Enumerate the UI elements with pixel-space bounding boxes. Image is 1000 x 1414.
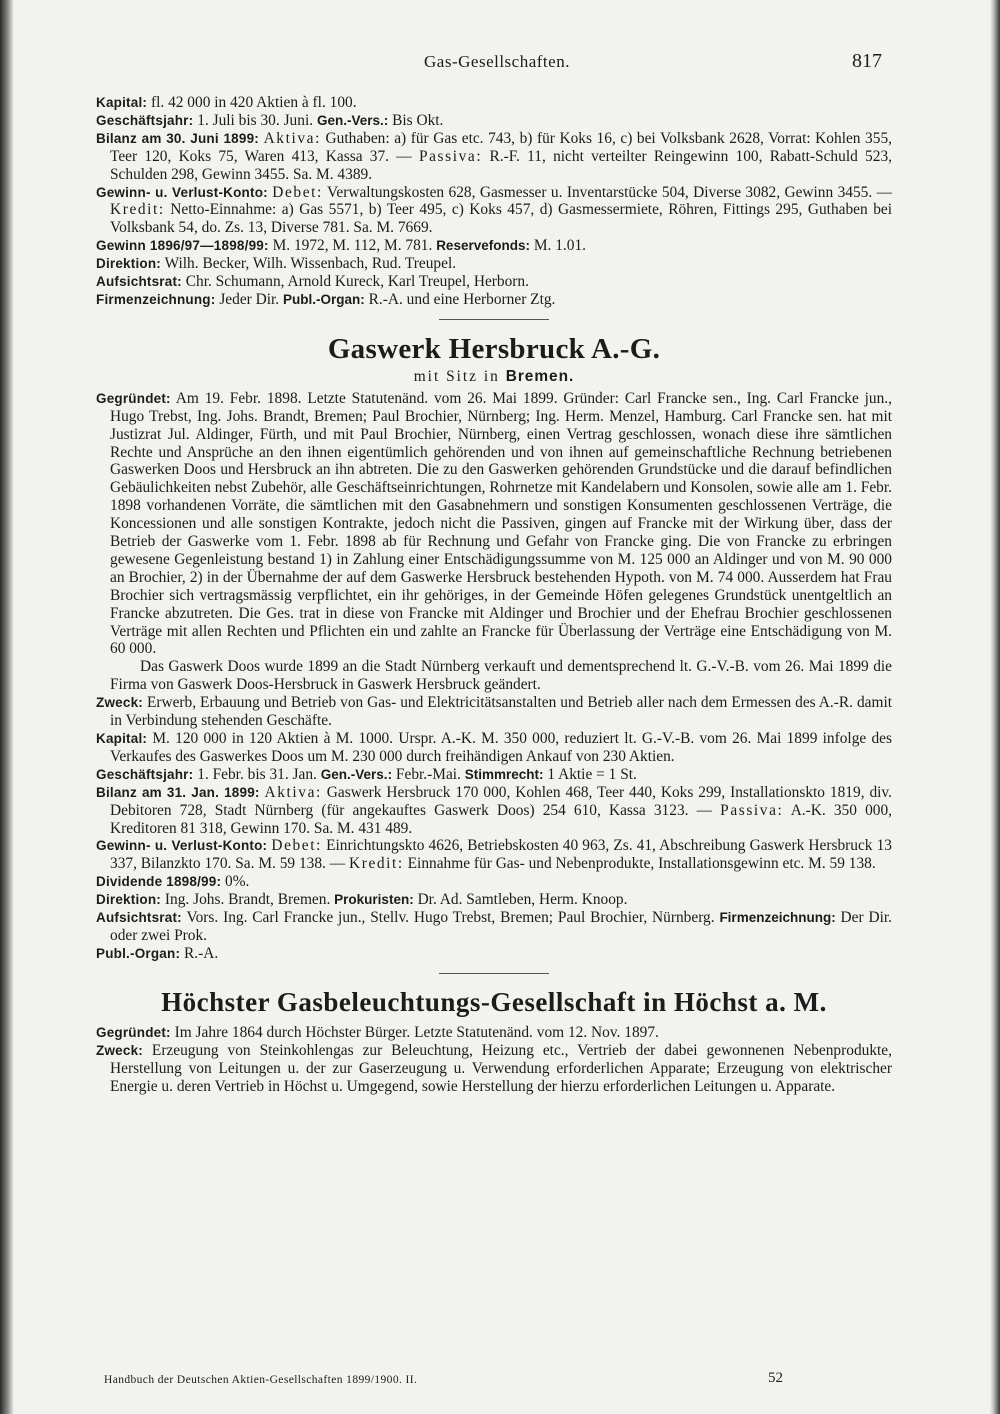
section-previous-company <box>96 94 892 309</box>
entry-balance: Bilanz am 31. Jan. 1899: Aktiva: Gaswerk Hersbruck 170 000, Kohlen 468, Teer 440, Koks 299, Installationskto 1819, div. Debitoren 728, Stadt Nürnberg (für angekauftes Gaswerk Doos) 254 610, Kassa 3123. — Passiva: A.-K. 350 000, Kreditoren 81 318, Gewinn 170. Sa. M. 431 489. <box>96 783 893 837</box>
entry-profit-history: Gewinn 1896/97—1898/99: M. 1972, M. 112, M. 781. Reservefonds: M. 1.01. <box>96 237 587 255</box>
running-title: Gas-Gesellschaften. <box>424 52 570 71</box>
section-divider <box>439 973 549 974</box>
footer-source: Handbuch der Deutschen Aktien-Gesellschaften 1899/1900. II. <box>104 1374 418 1386</box>
entry-organ: Publ.-Organ: R.-A. <box>96 944 219 962</box>
entry-founded-continuation: Das Gaswerk Doos wurde 1899 an die Stadt Nürnberg verkauft und dementsprechend lt. G.-V.-B. vom 26. Mai 1899 die Firma von Gaswerk Doos-Hersbruck in Gaswerk Hersbruck geändert. <box>110 658 892 694</box>
entry-founded: Gegründet: Im Jahre 1864 durch Höchster Bürger. Letzte Statutenänd. vom 12. Nov. 1897. <box>96 1023 659 1041</box>
entry-supervisory-board: Aufsichtsrat: Vors. Ing. Carl Francke jun., Stellv. Hugo Trebst, Bremen; Paul Brochier, Nürnberg. Firmenzeichnung: Der Dir. oder zwei Prok. <box>96 909 892 944</box>
entry-profit-loss: Gewinn- u. Verlust-Konto: Debet: Verwaltungskosten 628, Gasmesser u. Inventarstücke 504, Diverse 3082, Gewinn 3455. — Kredit: Netto-Einnahme: a) Gas 5571, b) Teer 495, c) Koks 457, d) Gasmessermiete, Röhren, Fittings 295, Guthaben bei Volksbank 54, do. Zs. 13, Diverse 781. Sa. M. 7669. <box>96 183 892 237</box>
entry-profit-loss: Gewinn- u. Verlust-Konto: Debet: Einrichtungskto 4626, Betriebskosten 40 963, Zs. 41, Abschreibung Gaswerk Hersbruck 13 337, Bilanzkto 170. Sa. M. 59 138. — Kredit: Einnahme für Gas- und Nebenprodukte, Installationsgewinn etc. M. 59 138. <box>96 837 892 873</box>
entry-fiscal-year: Geschäftsjahr: 1. Febr. bis 31. Jan. Gen.-Vers.: Febr.-Mai. Stimmrecht: 1 Aktie = 1 St. <box>96 765 637 783</box>
company-seat: mit Sitz in Bremen. <box>413 367 575 385</box>
footer-signature-number: 52 <box>768 1370 783 1386</box>
entry-capital: Kapital: M. 120 000 in 120 Aktien à M. 1000. Urspr. A.-K. M. 350 000, reduziert lt. G.-V.-B. vom 26. Mai 1899 infolge des Verkaufes des Gaswerkes Doos um M. 230 000 durch freihändigen Ankauf von 230 Aktien. <box>96 730 892 765</box>
entry-capital: Kapital: fl. 42 000 in 420 Aktien à fl. 100. <box>96 94 357 111</box>
section-gaswerk-hersbruck <box>96 332 892 963</box>
scan-right-edge <box>990 0 1000 1414</box>
entry-direction: Direktion: Ing. Johs. Brandt, Bremen. Prokuristen: Dr. Ad. Samtleben, Herm. Knoop. <box>96 891 628 909</box>
scan-left-edge <box>0 0 14 1414</box>
entry-founded: Gegründet: Am 19. Febr. 1898. Letzte Statutenänd. vom 26. Mai 1899. Gründer: Carl Francke sen., Ing. Carl Francke jun., Hugo Trebst, Ing. Johs. Brandt, Bremen; Paul Brochier, Nürnberg; Ing. Herm. Menzel, Hamburg. Carl Francke sen. hat mit Justizrat Jul. Aldinger, Fürth, und mit Paul Brochier, Nürnberg, einen Vertrag geschlossen, wonach diese ihre sämtlichen Rechte und Ansprüche an den ihnen eigentümlich gehörenden und von ihnen auf gemeinschaftliche Rechnung betriebenen Gaswerken Doos und Hersbruck an ihn abtreten. Die zu den Gaswerken gehörenden Grundstücke und die darauf befindlichen Gebäulichkeiten nebst Zubehör, alle Geschäftseinrichtungen, Rohrnetze mit Kandelabern und Konsolen, sowie alle am 1. Febr. 1898 vorhandenen Vorräte, die sämtlichen mit den Gasabnehmern und sonstigen Konsumenten geschlossenen Verträge, die Koncessionen und alle sonstigen Kontrakte, jedoch nicht die Passiven, gingen auf Francke mit der Wirkung über, dass der Betrieb der Gaswerke vom 1. Febr. 1898 ab für Rechnung und Gefahr von Francke ging. Die von Francke zu erbringen gewesene Gegenleistung bestand 1) in Zahlung einer Entschädigungssumme von M. 125 000 an Aldinger und von M. 90 000 an Brochier, 2) in der Übernahme der auf dem Gaswerke Hersbruck bestehenden Hypoth. von M. 74 000. Ausserdem hat Frau Brochier sich vertragsmässig verpflichtet, ein ihr gehöriges, in der Gemeinde Höfen gelegenes Grundstück unentgeltlich an Francke abzutreten. Die Ges. trat in diese von Francke mit Aldinger und Brochier und der Ehefrau Brochier geschlossenen Verträge mit allen Rechten und Pflichten ein und zahlte an Francke für Überlassung der Verträge eine Entschädigung von M. 60 000. <box>96 389 893 658</box>
section-divider <box>439 319 549 320</box>
page-body <box>96 94 892 1095</box>
entry-purpose: Zweck: Erzeugung von Steinkohlengas zur Beleuchtung, Heizung etc., Vertrieb der dabei gewonnenen Nebenprodukte, Herstellung von Leitungen u. der zur Gaserzeugung u. Verwendung erforderlichen Apparate; Erzeugung von elektrischer Energie u. deren Vertrieb in Höchst u. Umgegend, sowie Herstellung der hierzu erforderlichen Leitungen u. Apparate. <box>96 1041 892 1095</box>
entry-direction: Direktion: Wilh. Becker, Wilh. Wissenbach, Rud. Treupel. <box>96 255 457 273</box>
entry-supervisory-board: Aufsichtsrat: Chr. Schumann, Arnold Kureck, Karl Treupel, Herborn. <box>96 273 529 291</box>
page-number: 817 <box>852 50 882 72</box>
section-hoechster-gas <box>96 986 892 1096</box>
company-heading: Höchster Gasbeleuchtungs-Gesellschaft in Höchst a. M. <box>161 986 827 1017</box>
page-header <box>104 48 890 78</box>
entry-dividend: Dividende 1898/99: 0%. <box>96 873 250 891</box>
entry-balance: Bilanz am 30. Juni 1899: Aktiva: Guthaben: a) für Gas etc. 743, b) für Koks 16, c) bei Volksbank 2628, Vorrat: Kohlen 355, Teer 120, Koks 75, Waren 413, Kassa 37. — Passiva: R.-F. 11, nicht verteilter Reingewinn 100, Rabatt-Schuld 523, Schulden 298, Gewinn 3455. Sa. M. 4389. <box>96 129 892 183</box>
entry-purpose: Zweck: Erwerb, Erbauung und Betrieb von Gas- und Elektricitätsanstalten und Betrieb aller nach dem Ermessen des A.-R. damit in Verbindung stehenden Geschäfte. <box>96 694 892 730</box>
company-heading: Gaswerk Hersbruck A.-G. <box>327 332 661 365</box>
entry-signature: Firmenzeichnung: Jeder Dir. Publ.-Organ: R.-A. und eine Herborner Ztg. <box>96 290 556 308</box>
entry-fiscal-year: Geschäftsjahr: 1. Juli bis 30. Juni. Gen.-Vers.: Bis Okt. <box>96 111 444 129</box>
page-footer <box>104 1370 804 1392</box>
